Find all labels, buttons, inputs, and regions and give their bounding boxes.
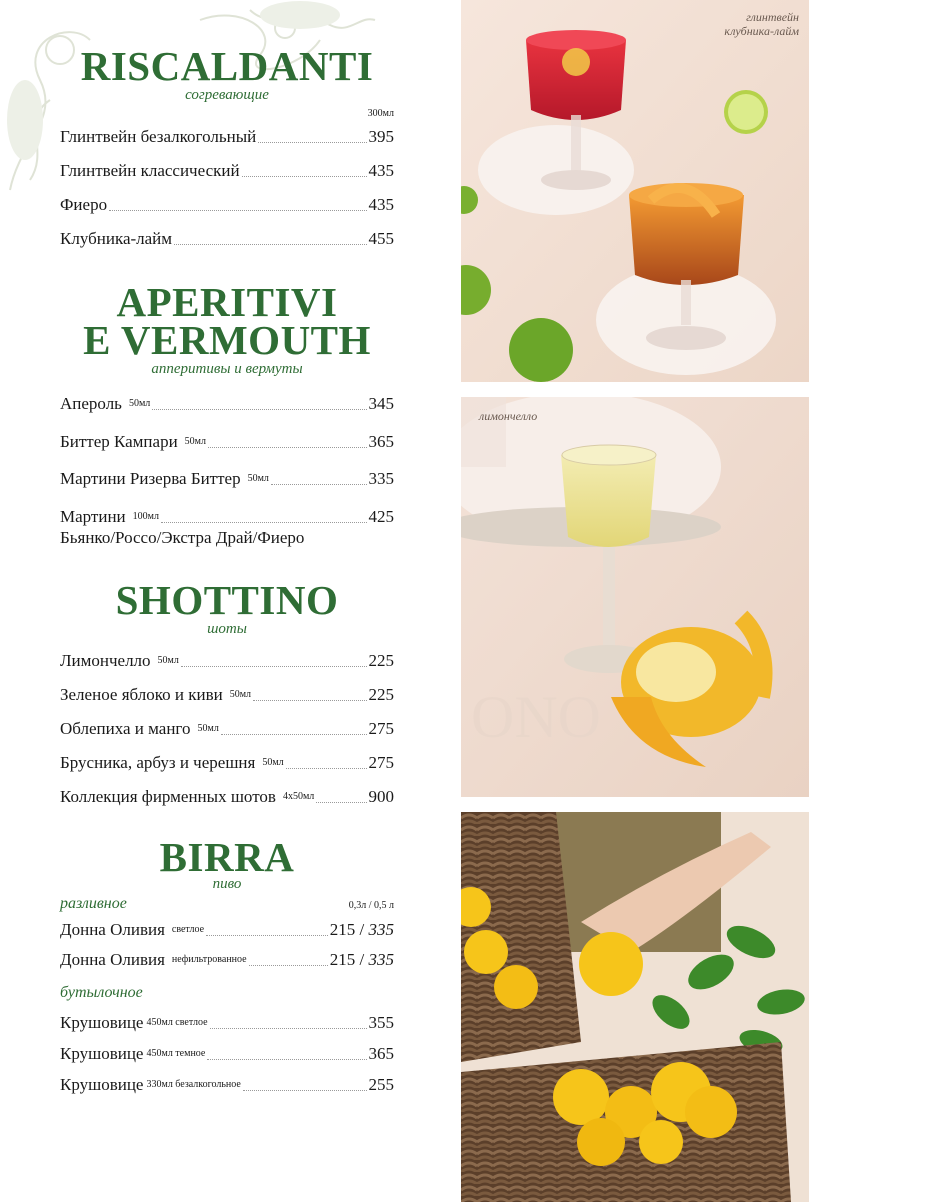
dot-leader bbox=[210, 1028, 367, 1029]
price-value: 395 bbox=[368, 127, 394, 146]
menu-item bbox=[60, 787, 394, 807]
menu-item bbox=[60, 1075, 394, 1095]
menu-item bbox=[60, 127, 394, 147]
item-price bbox=[369, 719, 395, 739]
section-title: BIRRA bbox=[159, 834, 295, 880]
item-price bbox=[330, 950, 394, 970]
item-volume: 50мл bbox=[247, 473, 269, 484]
photo1-caption-line1: глинтвейн bbox=[746, 10, 799, 24]
item-price bbox=[369, 229, 395, 249]
dot-leader bbox=[109, 210, 366, 211]
draft-header-row bbox=[60, 895, 394, 913]
price-small: 215 bbox=[329, 950, 356, 969]
price-value: 225 bbox=[368, 651, 394, 670]
section-title-line2: E VERMOUTH bbox=[83, 317, 371, 363]
item-volume: нефильтрованное bbox=[171, 954, 247, 965]
menu-item bbox=[60, 1044, 394, 1064]
item-price bbox=[369, 787, 395, 807]
section-subtitle: аппeритивы и вермуты bbox=[151, 361, 303, 377]
item-price bbox=[369, 195, 395, 215]
menu-item bbox=[60, 195, 394, 215]
item-price bbox=[369, 1013, 395, 1033]
item-price bbox=[369, 685, 395, 705]
section-subtitle: пиво bbox=[212, 876, 242, 892]
item-volume: 4х50мл bbox=[282, 791, 315, 802]
bottle-label: бутылочное bbox=[60, 984, 143, 1001]
item-name: Мартини Ризерва Биттер bbox=[60, 469, 241, 488]
menu-item bbox=[60, 507, 394, 527]
item-name: Зеленое яблоко и киви bbox=[60, 685, 223, 704]
dot-leader bbox=[242, 176, 367, 177]
price-small: 215 bbox=[329, 920, 356, 939]
dot-leader bbox=[243, 1090, 367, 1091]
item-price bbox=[369, 753, 395, 773]
item-volume: 450мл светлое bbox=[146, 1017, 208, 1028]
item-price bbox=[369, 161, 395, 181]
item-price bbox=[369, 432, 395, 452]
item-price bbox=[369, 394, 395, 414]
dot-leader bbox=[152, 409, 366, 410]
dot-leader bbox=[181, 666, 367, 667]
price-value: 435 bbox=[368, 195, 394, 214]
item-price bbox=[330, 920, 394, 940]
item-name: Крушовице bbox=[60, 1044, 144, 1063]
section-riscaldanti bbox=[60, 43, 394, 119]
price-large: 335 bbox=[368, 950, 394, 969]
item-name: Донна Оливия bbox=[60, 920, 165, 939]
item-subline: Бьянко/Россо/Экстра Драй/Фиеро bbox=[60, 527, 305, 547]
svg-text:ONO: ONO bbox=[471, 684, 601, 750]
price-value: 345 bbox=[368, 394, 394, 413]
dot-leader bbox=[161, 522, 367, 523]
menu-item bbox=[60, 394, 394, 414]
menu-item bbox=[60, 719, 394, 739]
photo1-caption bbox=[724, 10, 799, 38]
item-volume: 50мл bbox=[128, 398, 151, 409]
dot-leader bbox=[174, 244, 366, 245]
item-name: Лимончелло bbox=[60, 651, 151, 670]
price-value: 225 bbox=[368, 685, 394, 704]
volume-header: 300мл bbox=[367, 108, 394, 119]
section-title-line1: APERITIVI bbox=[116, 279, 338, 325]
menu-item bbox=[60, 950, 394, 970]
section-title: SHOTTINO bbox=[115, 577, 339, 623]
section-shottino bbox=[60, 577, 394, 637]
item-name: Мартини bbox=[60, 506, 126, 526]
item-name: Крушовице bbox=[60, 1075, 144, 1094]
menu-item bbox=[60, 432, 394, 452]
section-subtitle: шоты bbox=[207, 621, 247, 637]
menu-item bbox=[60, 651, 394, 671]
item-name: Глинтвейн безалкогольный bbox=[60, 127, 257, 146]
item-price bbox=[369, 507, 395, 527]
item-name: Донна Оливия bbox=[60, 950, 165, 969]
item-volume: 50мл bbox=[262, 757, 284, 768]
dot-leader bbox=[206, 935, 328, 936]
item-price bbox=[369, 127, 395, 147]
price-value: 335 bbox=[368, 469, 394, 488]
price-value: 425 bbox=[368, 506, 394, 526]
dot-leader bbox=[208, 447, 367, 448]
section-aperitivi bbox=[60, 279, 394, 377]
price-value: 255 bbox=[368, 1075, 394, 1094]
item-name: Крушовице bbox=[60, 1013, 144, 1032]
item-name: Глинтвейн классический bbox=[60, 161, 240, 180]
price-separator: / bbox=[355, 950, 369, 969]
item-volume: 100мл bbox=[132, 510, 159, 522]
dot-leader bbox=[258, 142, 366, 143]
item-price bbox=[369, 1044, 395, 1064]
dot-leader bbox=[207, 1059, 366, 1060]
dot-leader bbox=[286, 768, 367, 769]
price-value: 365 bbox=[368, 1044, 394, 1063]
menu-item bbox=[60, 1013, 394, 1033]
price-value: 365 bbox=[368, 431, 394, 451]
price-value: 275 bbox=[368, 719, 394, 738]
dot-leader bbox=[221, 734, 367, 735]
item-name: Облепиха и манго bbox=[60, 719, 191, 738]
item-volume: 50мл bbox=[197, 723, 219, 734]
price-value: 435 bbox=[368, 161, 394, 180]
price-value: 275 bbox=[368, 753, 394, 772]
photo1-caption-line2: клубника-лайм bbox=[724, 24, 799, 38]
price-value: 900 bbox=[368, 787, 394, 806]
item-name: Фиеро bbox=[60, 195, 108, 214]
section-birra bbox=[60, 834, 394, 892]
item-name: Биттер Кампари bbox=[60, 431, 178, 451]
draft-label: разливное bbox=[60, 895, 127, 912]
dot-leader bbox=[271, 484, 367, 485]
item-name: Клубника-лайм bbox=[60, 229, 173, 248]
price-value: 355 bbox=[368, 1013, 394, 1032]
price-large: 335 bbox=[368, 920, 394, 939]
photo-lemons-basket bbox=[461, 812, 809, 1202]
menu-item bbox=[60, 469, 394, 489]
dot-leader bbox=[249, 965, 328, 966]
item-volume: 50мл bbox=[157, 655, 179, 666]
item-volume: 50мл bbox=[184, 435, 206, 447]
menu-item bbox=[60, 753, 394, 773]
menu-item bbox=[60, 920, 394, 940]
item-price bbox=[369, 1075, 395, 1095]
menu-item bbox=[60, 161, 394, 181]
item-volume: 330мл безалкогольное bbox=[146, 1079, 241, 1090]
dot-leader bbox=[316, 802, 366, 803]
item-name: Брусника, арбуз и черешня bbox=[60, 753, 256, 772]
photo-mulled-wine bbox=[461, 0, 809, 382]
price-separator: / bbox=[355, 920, 369, 939]
menu-item bbox=[60, 229, 394, 249]
item-volume: 50мл bbox=[229, 689, 252, 700]
item-name: Коллекция фирменных шотов bbox=[60, 787, 276, 806]
photo-limoncello bbox=[461, 397, 809, 797]
item-price bbox=[369, 469, 395, 489]
item-name: Апероль bbox=[60, 394, 122, 413]
draft-volume-header: 0,3л / 0,5 л bbox=[348, 900, 394, 911]
item-price bbox=[369, 651, 395, 671]
dot-leader bbox=[253, 700, 366, 701]
section-title: RISCALDANTI bbox=[80, 43, 374, 89]
photo2-caption: лимончелло bbox=[479, 409, 538, 423]
section-subtitle: согревающие bbox=[185, 87, 269, 103]
item-volume: 450мл темное bbox=[146, 1048, 206, 1059]
item-volume: светлое bbox=[171, 924, 205, 935]
price-value: 455 bbox=[368, 229, 394, 248]
menu-item bbox=[60, 685, 394, 705]
